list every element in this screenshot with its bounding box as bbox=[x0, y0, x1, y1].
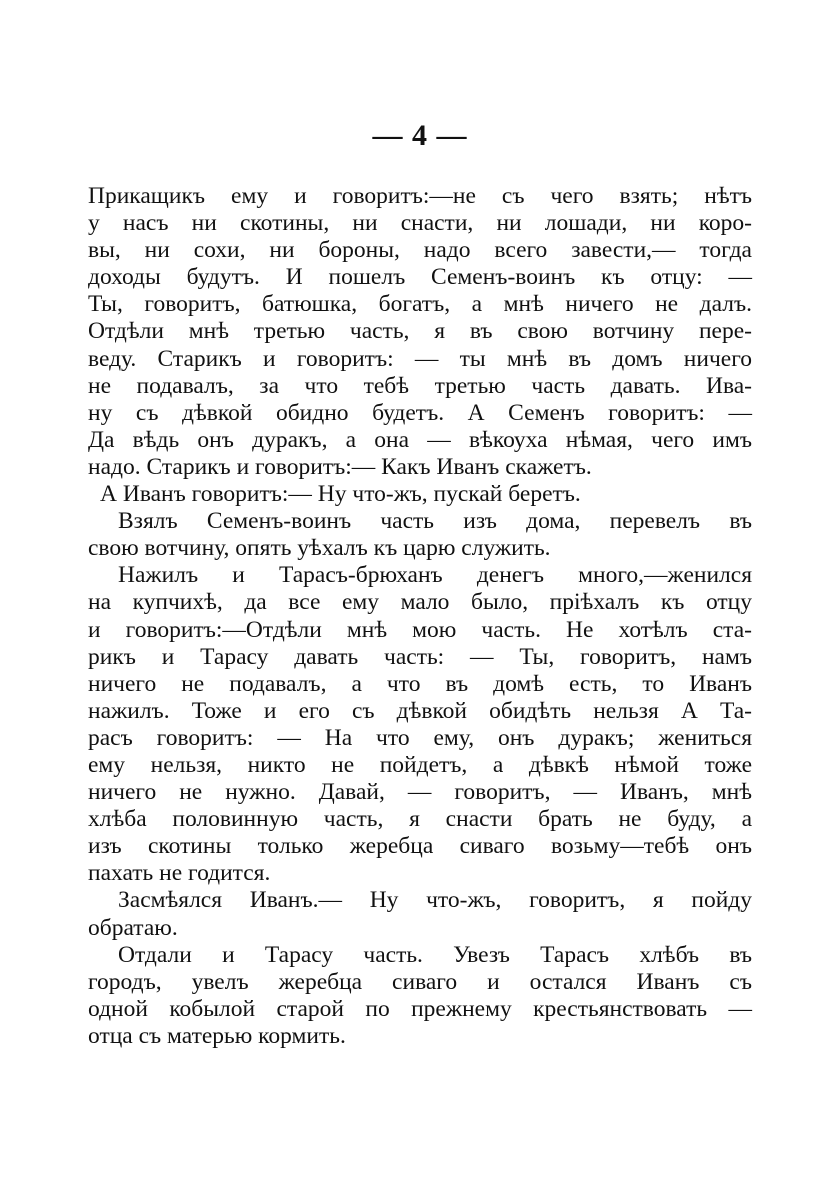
text-line: ему нельзя, никто не пойдетъ, а дѣвкѣ нѣмой тоже bbox=[88, 751, 752, 778]
text-line: А Иванъ говоритъ:— Ну что-жъ, пускай беретъ. bbox=[100, 481, 581, 508]
text-line: и говоритъ:—Отдѣли мнѣ мою часть. Не хотѣлъ ста- bbox=[88, 616, 752, 643]
text-line: ничего не подавалъ, а что въ домѣ есть, то Иванъ bbox=[88, 670, 752, 697]
text-line: надо. Старикъ и говоритъ:— Какъ Иванъ скажетъ. bbox=[88, 453, 592, 480]
text-line: нажилъ. Тоже и его съ дѣвкой обидѣть нельзя А Та- bbox=[88, 697, 752, 724]
text-line: отца съ матерью кормить. bbox=[88, 1022, 346, 1049]
text-line: на купчихѣ, да все ему мало было, пріѣхалъ къ отцу bbox=[88, 589, 752, 616]
text-line: ну съ дѣвкой обидно будетъ. А Семенъ говоритъ: — bbox=[88, 399, 752, 426]
text-line: вы, ни сохи, ни бороны, надо всего завести,— тогда bbox=[88, 237, 752, 264]
text-line: Нажилъ и Тарасъ-брюханъ денегъ много,—женился bbox=[118, 562, 752, 589]
page-number: — 4 — bbox=[372, 119, 468, 152]
text-line: Взялъ Семенъ-воинъ часть изъ дома, перевелъ въ bbox=[118, 508, 752, 535]
text-line: изъ скотины только жеребца сиваго возьму—тебѣ онъ bbox=[88, 833, 752, 860]
text-line: доходы будутъ. И пошелъ Семенъ-воинъ къ отцу: — bbox=[88, 264, 752, 291]
text-line: Да вѣдь онъ дуракъ, а она — вѣкоуха нѣмая, чего имъ bbox=[88, 426, 752, 453]
text-line: ничего не нужно. Давай, — говоритъ, — Иванъ, мнѣ bbox=[88, 779, 752, 806]
text-line: не подавалъ, за что тебѣ третью часть давать. Ива- bbox=[88, 372, 752, 399]
text-line: хлѣба половинную часть, я снасти брать не буду, а bbox=[88, 806, 752, 833]
text-line: Засмѣялся Иванъ.— Ну что-жъ, говоритъ, я пойду bbox=[118, 887, 752, 914]
text-line: Отдѣли мнѣ третью часть, я въ свою вотчину пере- bbox=[88, 318, 752, 345]
text-line: Ты, говоритъ, батюшка, богатъ, а мнѣ ничего не далъ. bbox=[88, 291, 752, 318]
text-line: веду. Старикъ и говоритъ: — ты мнѣ въ домъ ничего bbox=[88, 345, 752, 372]
text-line: Отдали и Тарасу часть. Увезъ Тарасъ хлѣбъ въ bbox=[118, 941, 752, 968]
text-line: пахать не годится. bbox=[88, 860, 271, 887]
text-line: Прикащикъ ему и говоритъ:—не съ чего взять; нѣтъ bbox=[88, 183, 752, 209]
text-line: у насъ ни скотины, ни снасти, ни лошади, ни коро- bbox=[88, 210, 752, 237]
text-line: городъ, увелъ жеребца сиваго и остался Иванъ съ bbox=[88, 968, 752, 995]
text-line: рикъ и Тарасу давать часть: — Ты, говоритъ, намъ bbox=[88, 643, 752, 670]
text-line: одной кобылой старой по прежнему крестьянствовать — bbox=[88, 995, 752, 1022]
body-text bbox=[88, 183, 752, 1050]
text-line: обратаю. bbox=[88, 914, 178, 941]
text-line: свою вотчину, опять уѣхалъ къ царю служить. bbox=[88, 535, 551, 562]
text-line: расъ говоритъ: — На что ему, онъ дуракъ; жениться bbox=[88, 724, 752, 751]
